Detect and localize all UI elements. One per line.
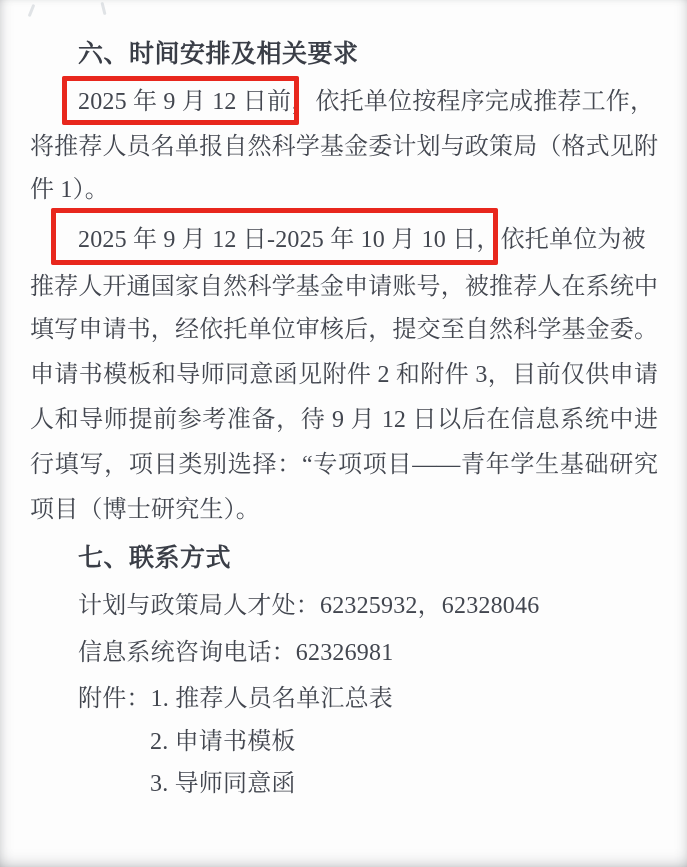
heading-section-6: 六、时间安排及相关要求 xyxy=(78,40,359,68)
attachment-line-1: 附件：1. 推荐人员名单汇总表 xyxy=(78,686,393,712)
body-line: 项目（博士研究生）。 xyxy=(30,497,260,523)
body-line: 件 1）。 xyxy=(30,177,109,203)
body-line-deadline-2: 2025 年 9 月 12 日-2025 年 10 月 10 日，依托单位为被 xyxy=(78,227,646,253)
body-line: 申请书模板和导师同意函见附件 2 和附件 3，目前仅供申请 xyxy=(30,362,658,388)
stray-scan-mark xyxy=(100,2,106,15)
contact-phone-line-2: 信息系统咨询电话：62326981 xyxy=(78,640,394,666)
body-line: 填写申请书，经依托单位审核后，提交至自然科学基金委。 xyxy=(30,317,658,343)
body-line: 将推荐人员名单报自然科学基金委计划与政策局（格式见附 xyxy=(30,134,658,160)
attachment-line-2: 2. 申请书模板 xyxy=(150,729,296,755)
contact-phone-line-1: 计划与政策局人才处：62325932，62328046 xyxy=(78,593,540,619)
heading-section-7: 七、联系方式 xyxy=(78,544,232,572)
body-line: 人和导师提前参考准备，待 9 月 12 日以后在信息系统中进 xyxy=(30,407,658,433)
body-line: 推荐人开通国家自然科学基金申请账号，被推荐人在系统中 xyxy=(30,274,658,300)
attachment-line-3: 3. 导师同意函 xyxy=(150,771,296,797)
stray-scan-mark xyxy=(28,4,36,17)
body-line: 行填写，项目类别选择：“专项项目——青年学生基础研究 xyxy=(30,452,658,478)
body-line-deadline-1: 2025 年 9 月 12 日前，依托单位按程序完成推荐工作， xyxy=(78,89,655,115)
